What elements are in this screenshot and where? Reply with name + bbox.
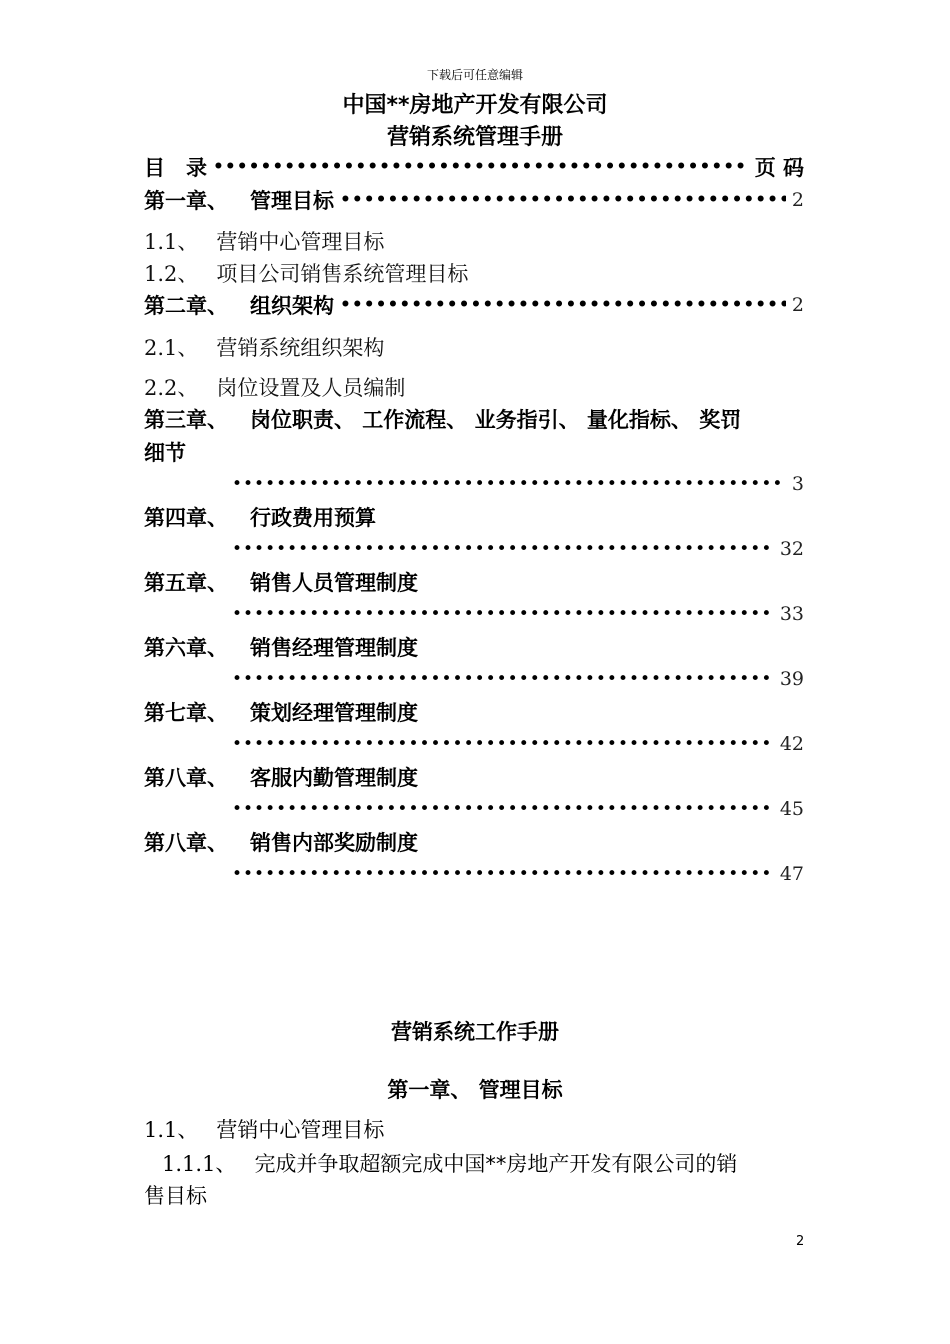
toc-entry-title: 客服内勤管理制度 <box>250 766 418 790</box>
document-subtitle: 营销系统管理手册 <box>386 125 563 150</box>
handbook-title: 营销系统工作手册 <box>391 1020 559 1044</box>
toc-entry-ch5[interactable] <box>144 567 418 597</box>
toc-entry-number: 第五章、 <box>144 571 228 595</box>
toc-entry-number: 第二章、 <box>144 294 228 318</box>
toc-leader-ch8 <box>232 794 804 824</box>
toc-entry-page: 47 <box>779 863 804 885</box>
toc-leader-ch7 <box>232 729 804 759</box>
document-title: 中国**房地产开发有限公司 <box>342 93 608 118</box>
toc-entry-ch9[interactable] <box>144 827 418 857</box>
toc-entry-title: 项目公司销售系统管理目标 <box>216 262 469 286</box>
toc-entry-number: 第八章、 <box>144 831 228 855</box>
toc-leader <box>232 604 770 624</box>
toc-entry-page: 39 <box>779 668 804 690</box>
toc-entry-title: 营销系统组织架构 <box>216 336 385 360</box>
toc-entry-title: 销售内部奖励制度 <box>250 831 418 855</box>
toc-entry-s11[interactable] <box>144 226 804 256</box>
toc-entry-title: 销售人员管理制度 <box>250 571 418 595</box>
toc-leader-ch9 <box>232 859 804 889</box>
toc-entry-number: 第七章、 <box>144 701 228 725</box>
toc-entry-page: 3 <box>791 473 804 495</box>
toc-entry-page: 42 <box>779 733 804 755</box>
toc-entry-number: 第六章、 <box>144 636 228 660</box>
item-text-continued: 售目标 <box>144 1184 207 1208</box>
toc-entry-title: 岗位设置及人员编制 <box>216 376 406 400</box>
toc-entry-page: 32 <box>779 538 804 560</box>
header-note: 下载后可任意编辑 <box>426 68 523 82</box>
toc-leader <box>340 190 786 210</box>
toc-leader <box>232 734 770 754</box>
toc-entry-ch3[interactable] <box>144 404 741 434</box>
toc-entry-number: 第八章、 <box>144 766 228 790</box>
page-number: 2 <box>796 1234 805 1249</box>
toc-entry-title: 管理目标 <box>250 189 334 213</box>
toc-entry-ch2[interactable] <box>144 290 804 320</box>
section-number: 1.1、 <box>144 1118 199 1142</box>
toc-entry-ch4[interactable] <box>144 502 376 532</box>
item-paragraph <box>162 1148 737 1178</box>
toc-entry-ch1[interactable] <box>144 185 804 215</box>
toc-entry-number: 第四章、 <box>144 506 228 530</box>
toc-leader <box>232 539 770 559</box>
toc-label: 目 录 <box>144 156 207 180</box>
toc-entry-number: 2.2、 <box>144 376 199 400</box>
toc-page-label: 页 码 <box>754 156 804 180</box>
section-heading <box>144 1114 384 1144</box>
toc-entry-ch8[interactable] <box>144 762 418 792</box>
toc-entry-s22[interactable] <box>144 372 804 402</box>
toc-leader <box>232 474 782 494</box>
section-title: 营销中心管理目标 <box>216 1118 385 1142</box>
toc-entry-ch6[interactable] <box>144 632 418 662</box>
item-number: 1.1.1、 <box>162 1152 237 1176</box>
toc-entry-title: 岗位职责、 工作流程、 业务指引、 量化指标、 奖罚 <box>250 408 742 432</box>
toc-entry-title: 营销中心管理目标 <box>216 230 385 254</box>
toc-entry-s21[interactable] <box>144 332 804 362</box>
toc-entry-page: 2 <box>791 294 804 316</box>
toc-entry-number: 第一章、 <box>144 189 228 213</box>
chapter-title: 第一章、 管理目标 <box>387 1078 563 1102</box>
toc-entry-number: 2.1、 <box>144 336 199 360</box>
toc-entry-title: 行政费用预算 <box>250 506 376 530</box>
toc-entry-page: 45 <box>779 798 804 820</box>
item-text: 完成并争取超额完成中国**房地产开发有限公司的销 <box>254 1152 738 1176</box>
toc-entry-page: 33 <box>779 603 804 625</box>
toc-entry-ch7[interactable] <box>144 697 418 727</box>
toc-leader-ch4 <box>232 534 804 564</box>
toc-entry-s12[interactable] <box>144 258 804 288</box>
toc-leader <box>232 799 770 819</box>
toc-entry-title: 策划经理管理制度 <box>250 701 418 725</box>
toc-leader-ch3 <box>232 469 804 499</box>
toc-leader-ch5 <box>232 599 804 629</box>
toc-leader-ch6 <box>232 664 804 694</box>
toc-entry-number: 1.2、 <box>144 262 199 286</box>
toc-entry-number: 1.1、 <box>144 230 199 254</box>
toc-entry-page: 2 <box>791 189 804 211</box>
toc-leader <box>213 157 749 177</box>
toc-leader <box>340 295 786 315</box>
toc-header <box>144 152 804 182</box>
toc-entry-title: 组织架构 <box>250 294 334 318</box>
toc-leader <box>232 669 770 689</box>
toc-leader <box>232 864 770 884</box>
toc-entry-title: 销售经理管理制度 <box>250 636 418 660</box>
toc-entry-number: 第三章、 <box>144 408 228 432</box>
toc-entry-ch3-cont: 细节 <box>144 441 186 465</box>
